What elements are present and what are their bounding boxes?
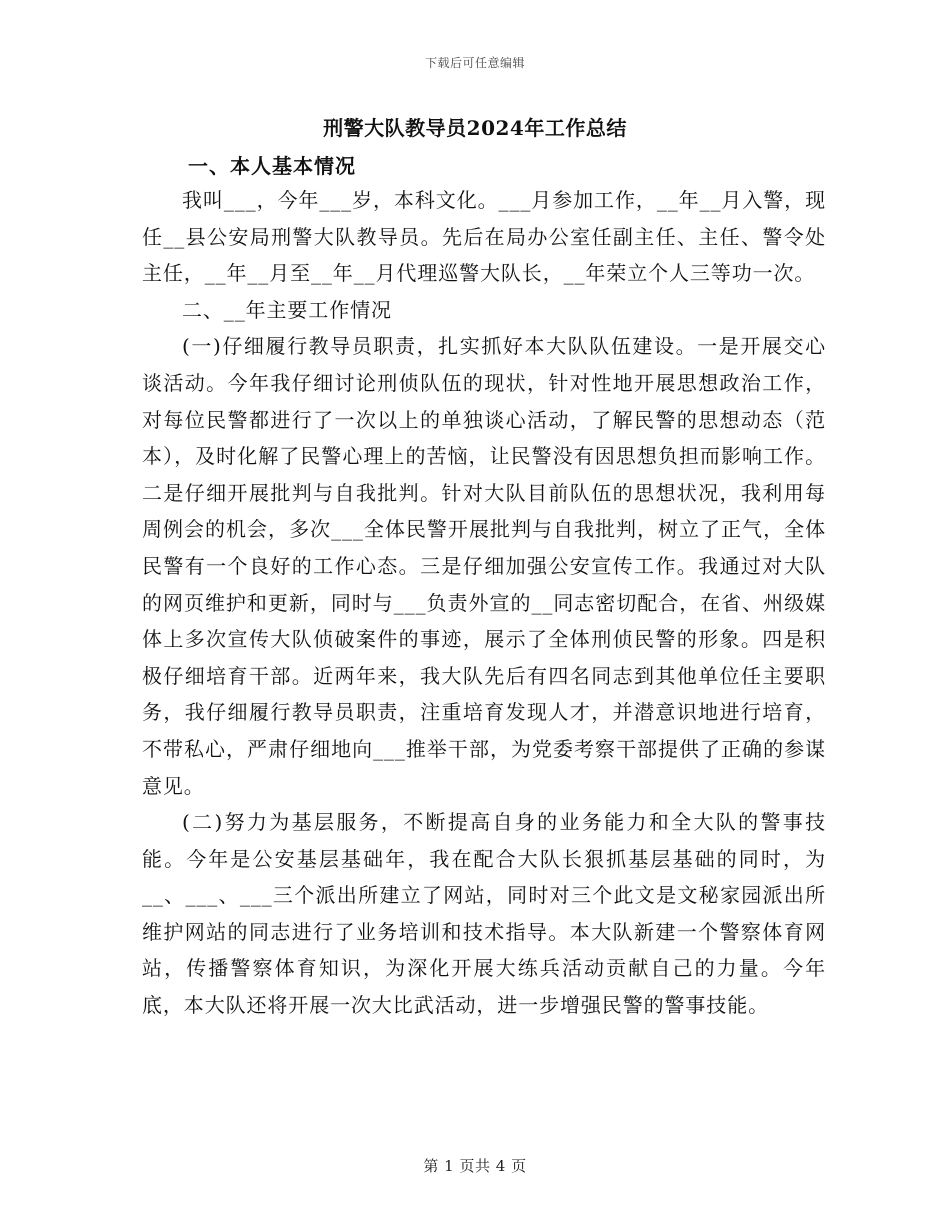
header-note: 下载后可任意编辑 (424, 56, 525, 70)
paragraph-section2-heading: 二、__年主要工作情况 (182, 297, 392, 322)
paragraph-basic-info: 我叫___，今年___岁，本科文化。___月参加工作，__年__月入警，现任__县公安局刑警大队教导员。先后在局办公室任副主任、主任、警令处主任，__年__月至__年__月代理巡警大队长，__年荣立个人三等功一次。 (142, 188, 826, 286)
page-footer: 第 1 页共 4 页 (423, 1157, 527, 1175)
section-heading-basic-info: 一、本人基本情况 (188, 154, 356, 178)
paragraph-duty: (一)仔细履行教导员职责，扎实抓好本大队队伍建设。一是开展交心谈活动。今年我仔细讨论刑侦队伍的现状，针对性地开展思想政治工作，对每位民警都进行了一次以上的单独谈心活动，了解民警的思想动态（范本），及时化解了民警心理上的苦恼，让民警没有因思想负担而影响工作。二是仔细开展批判与自我批判。针对大队目前队伍的思想状况，我利用每周例会的机会，多次___全体民警开展批判与自我批判，树立了正气，全体民警有一个良好的工作心态。三是仔细加强公安宣传工作。我通过对大队的网页维护和更新，同时与___负责外宣的__同志密切配合，在省、州级媒体上多次宣传大队侦破案件的事迹，展示了全体刑侦民警的形象。四是积极仔细培育干部。近两年来，我大队先后有四名同志到其他单位任主要职务，我仔细履行教导员职责，注重培育发现人才，并潜意识地进行培育，不带私心，严肃仔细地向___推举干部，为党委考察干部提供了正确的参谋意见。 (142, 334, 826, 798)
document-body (142, 182, 826, 1024)
document-title: 刑警大队教导员2024年工作总结 (323, 116, 627, 140)
paragraph-service: (二)努力为基层服务，不断提高自身的业务能力和全大队的警事技能。今年是公安基层基础年，我在配合大队长狠抓基层基础的同时，为__、___、___三个派出所建立了网站，同时对三个此文是文秘家园派出所维护网站的同志进行了业务培训和技术指导。本大队新建一个警察体育网站，传播警察体育知识，为深化开展大练兵活动贡献自己的力量。今年底，本大队还将开展一次大比武活动，进一步增强民警的警事技能。 (142, 810, 826, 1018)
